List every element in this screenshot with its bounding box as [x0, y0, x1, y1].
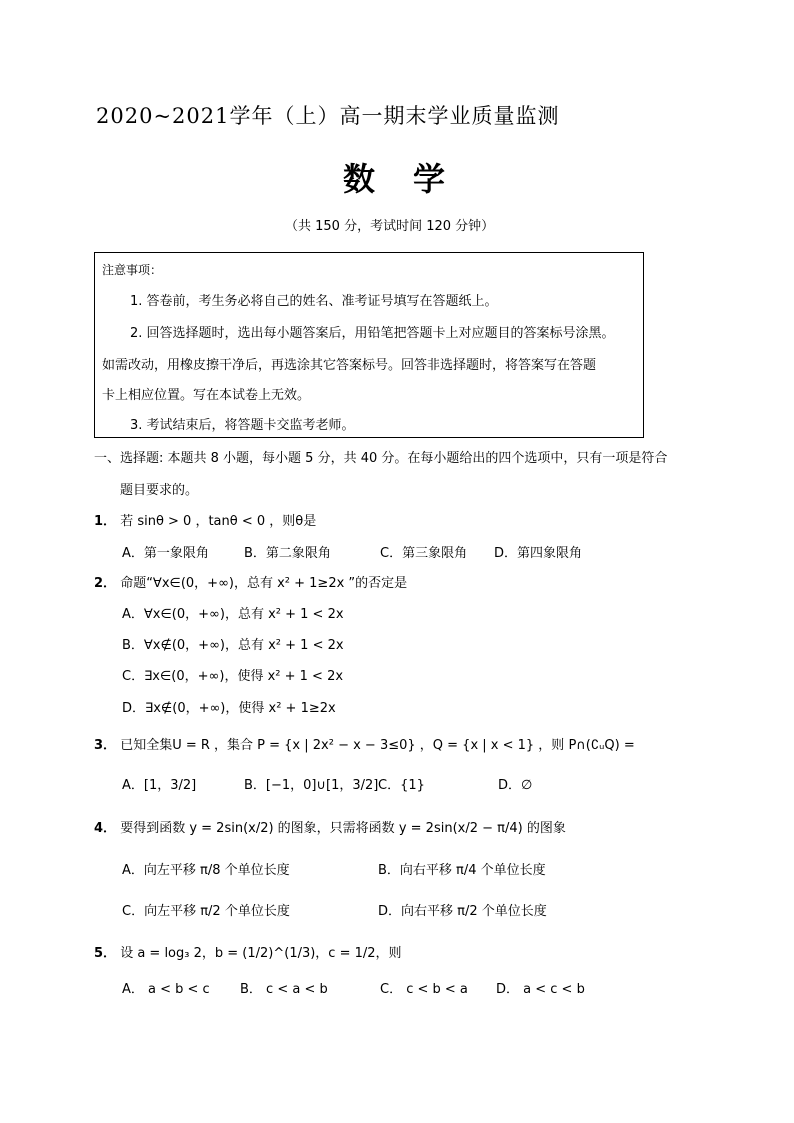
- option-c: C．{1}: [378, 778, 425, 793]
- option-b: B．∀x∉(0，+∞)，总有 x² + 1 < 2x: [122, 638, 344, 653]
- option-d: D．向右平移 π/2 个单位长度: [378, 904, 547, 919]
- option-d: D．第四象限角: [494, 546, 583, 561]
- option-d: D． a < c < b: [496, 982, 585, 997]
- option-c: C．∃x∈(0，+∞)，使得 x² + 1 < 2x: [122, 669, 344, 684]
- question-stem: 若 sinθ > 0 ，tanθ < 0 ，则θ是: [120, 514, 317, 529]
- option-b: B．[−1，0]∪[1，3/2]: [244, 778, 379, 793]
- option-a: A．∀x∈(0，+∞)，总有 x² + 1 < 2x: [122, 607, 344, 622]
- notice-line-2b: 如需改动，用橡皮擦干净后，再选涂其它答案标号。回答非选择题时，将答案写在答题: [102, 358, 597, 373]
- option-c: C．向左平移 π/2 个单位长度: [122, 904, 290, 919]
- question-number: 1．: [94, 514, 117, 529]
- notice-box: [94, 252, 644, 438]
- option-c: C． c < b < a: [380, 982, 468, 997]
- notice-title: 注意事项：: [102, 263, 163, 277]
- question-4: [94, 817, 566, 836]
- option-b: B． c < a < b: [240, 982, 328, 997]
- option-b: B．第二象限角: [244, 546, 331, 561]
- option-c: C．第三象限角: [380, 546, 468, 561]
- question-stem: 命题“∀x∈(0，+∞)，总有 x² + 1≥2x ”的否定是: [120, 576, 408, 591]
- question-number: 2．: [94, 576, 117, 591]
- notice-line-2a: 2. 回答选择题时，选出每小题答案后，用铅笔把答题卡上对应题目的答案标号涂黑。: [130, 326, 615, 341]
- subject-title: 数学: [343, 160, 484, 198]
- option-a: A．向左平移 π/8 个单位长度: [122, 863, 290, 878]
- question-stem: 设 a = log₃ 2，b = (1/2)^(1/3)，c = 1/2，则: [120, 946, 402, 961]
- option-d: D．∅: [498, 778, 533, 793]
- option-a: A． a < b < c: [122, 982, 210, 997]
- question-2: [94, 572, 407, 591]
- option-a: A．[1，3/2]: [122, 778, 197, 793]
- section-heading: 一、选择题: 本题共 8 小题，每小题 5 分，共 40 分。在每小题给出的四个选项中，只有一项是符合: [94, 451, 668, 466]
- question-1: [94, 510, 316, 529]
- question-number: 4．: [94, 821, 117, 836]
- question-number: 3．: [94, 738, 117, 753]
- exam-title: 2020~2021学年（上）高一期末学业质量监测: [96, 104, 560, 128]
- score-note: （共 150 分，考试时间 120 分钟）: [285, 219, 495, 234]
- notice-line-1: 1. 答卷前，考生务必将自己的姓名、准考证号填写在答题纸上。: [130, 294, 498, 309]
- question-5: [94, 942, 402, 961]
- option-a: A．第一象限角: [122, 546, 209, 561]
- option-b: B．向右平移 π/4 个单位长度: [378, 863, 546, 878]
- question-number: 5．: [94, 946, 117, 961]
- option-d: D．∃x∉(0，+∞)，使得 x² + 1≥2x: [122, 701, 336, 716]
- notice-line-3: 3. 考试结束后，将答题卡交监考老师。: [130, 418, 355, 433]
- notice-line-2c: 卡上相应位置。写在本试卷上无效。: [102, 388, 311, 403]
- question-3: [94, 734, 635, 753]
- section-heading-cont: 题目要求的。: [120, 483, 199, 498]
- question-stem: 要得到函数 y = 2sin(x/2) 的图象，只需将函数 y = 2sin(x/2 − π/4) 的图象: [120, 821, 566, 836]
- question-stem: 已知全集U = R ，集合 P = {x | 2x² − x − 3≤0} ，Q = {x | x < 1} ，则 P∩(∁ᵤQ) =: [120, 738, 635, 753]
